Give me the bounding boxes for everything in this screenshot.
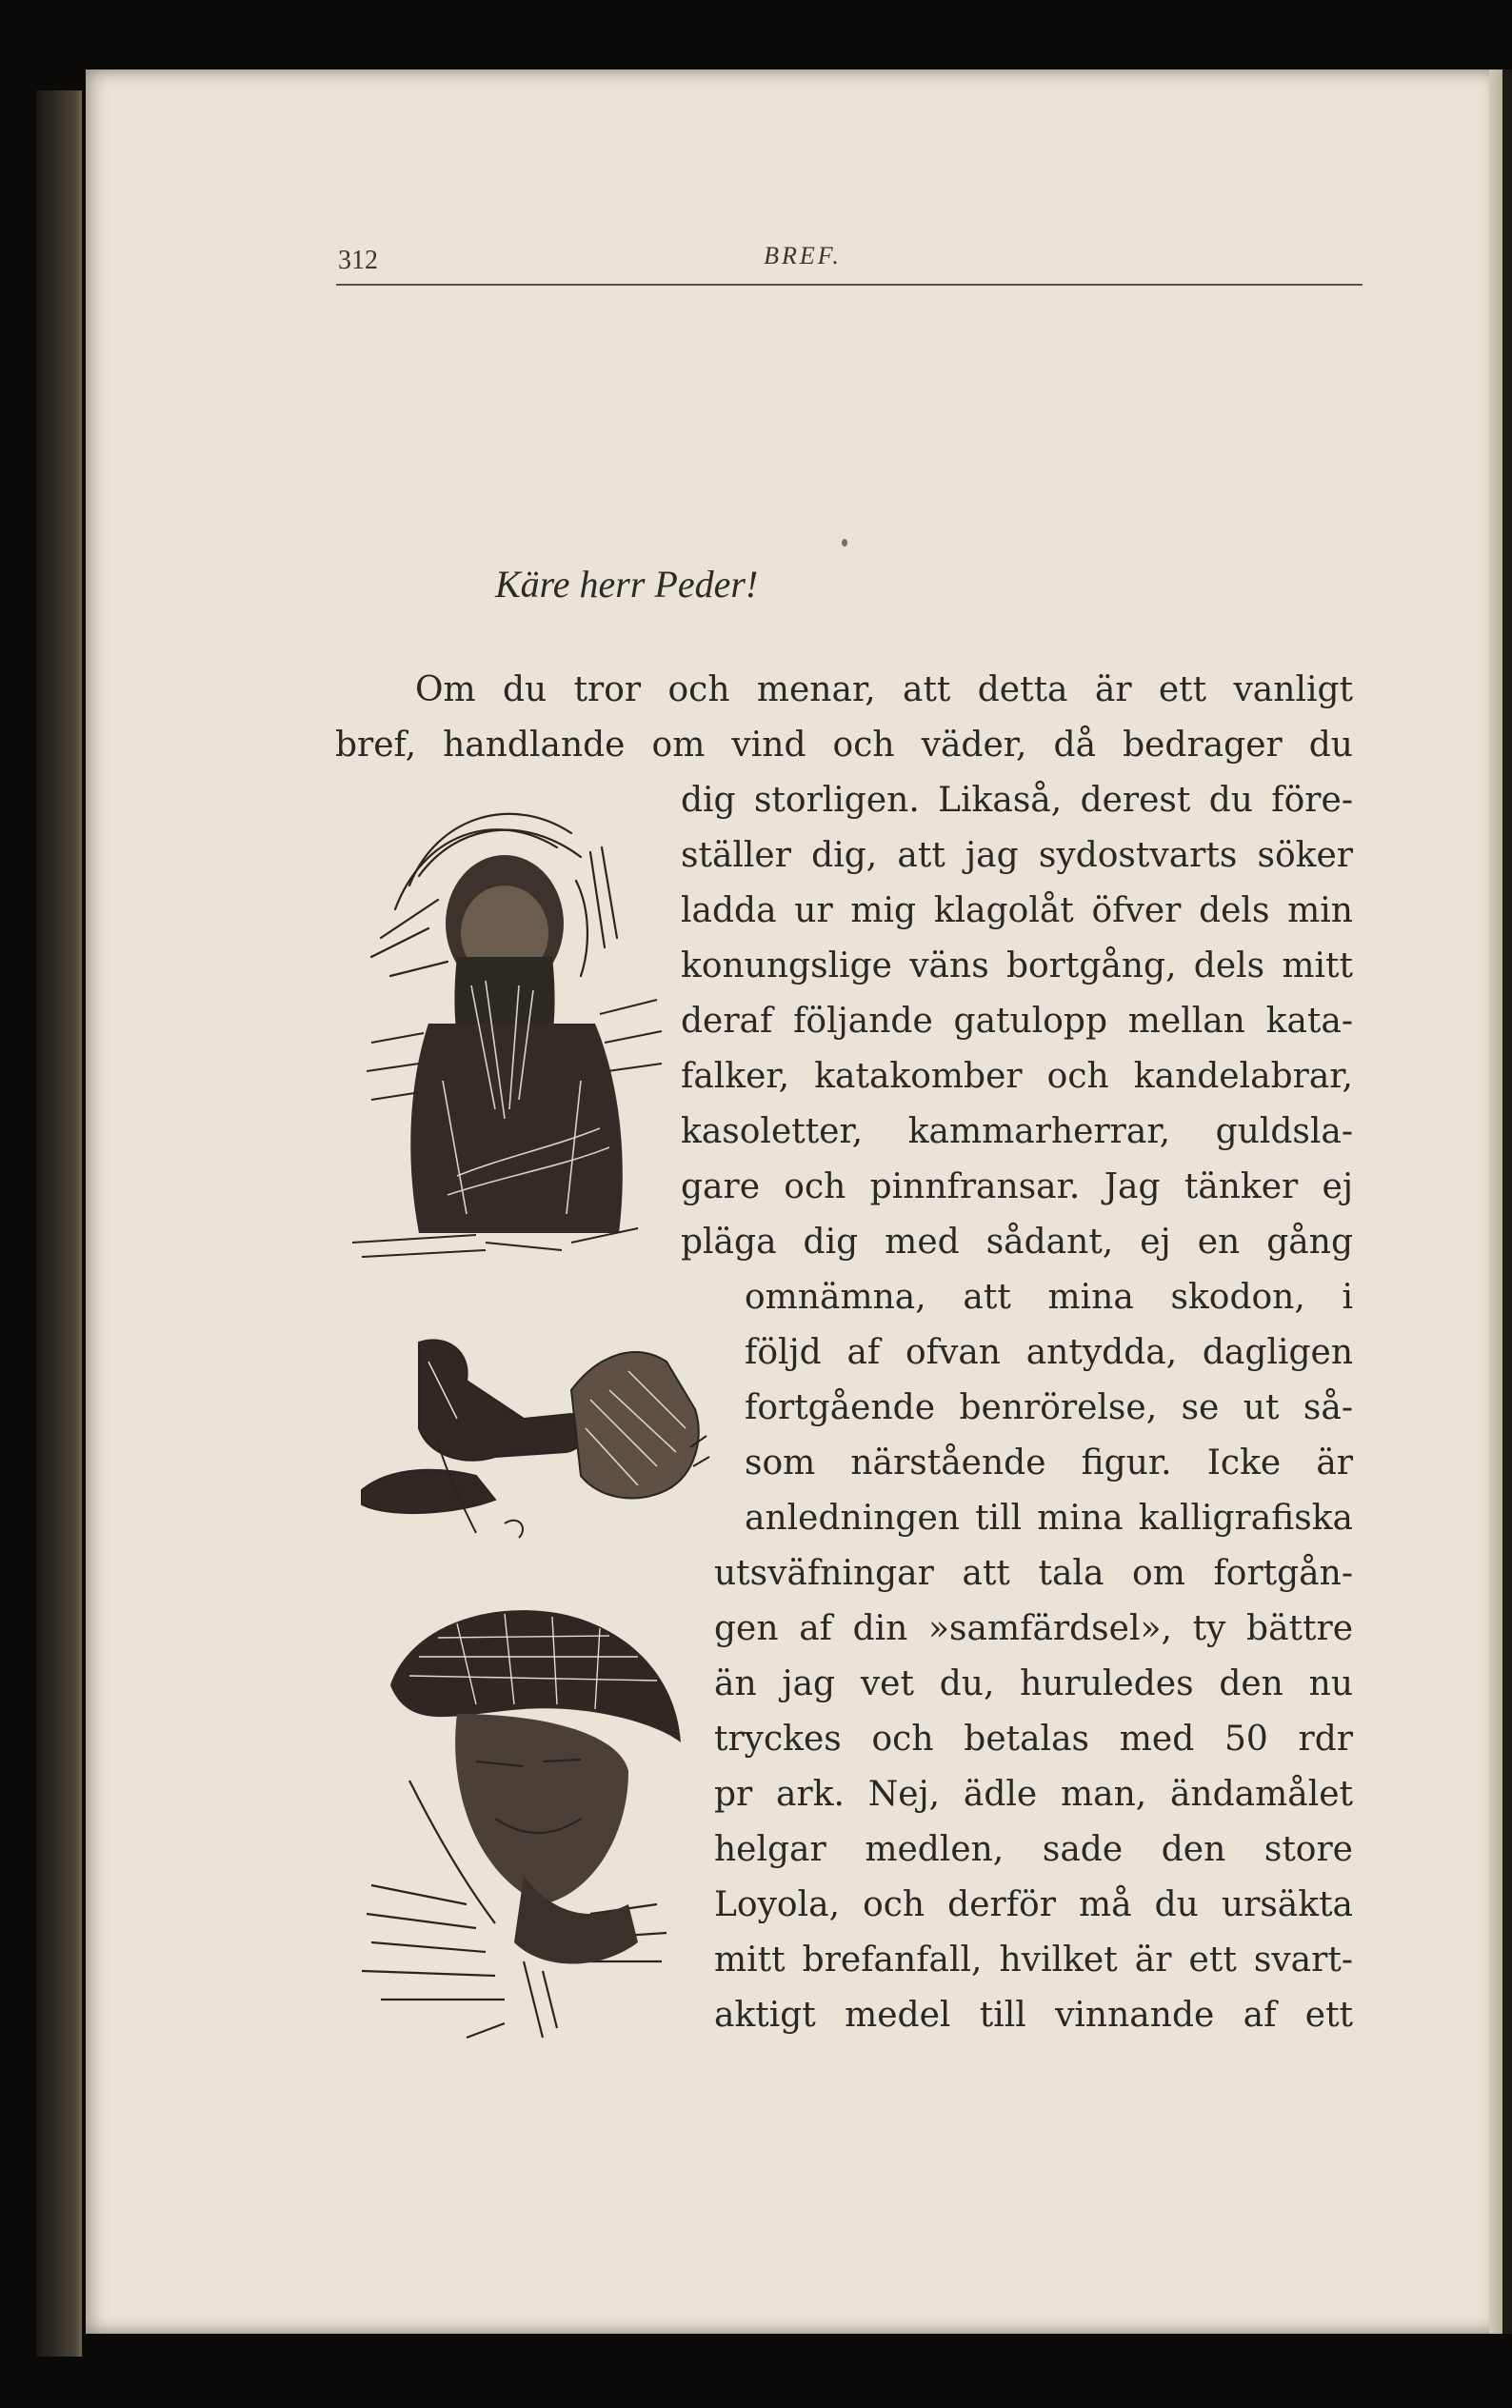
page-edge <box>1489 70 1502 2334</box>
text-line: gen af din »samfärdsel», ty bättre <box>714 1609 1353 1648</box>
text-line: än jag vet du, huruledes den nu <box>714 1664 1353 1703</box>
text-line: anledningen till mina kalligrafiska <box>745 1499 1353 1538</box>
text-line: konungslige väns bortgång, dels mitt <box>681 946 1353 985</box>
running-head: BREF. <box>764 242 842 269</box>
page-header <box>250 236 1363 293</box>
text-line: fortgående benrörelse, se ut så- <box>745 1388 1353 1427</box>
text-line: bref, handlande om vind och väder, då bedrager du <box>335 726 1353 765</box>
text-line: dig storligen. Likaså, derest du före- <box>681 781 1353 820</box>
text-line: deraf följande gatulopp mellan kata- <box>681 1002 1353 1041</box>
text-line: aktigt medel till vinnande af ett <box>714 1996 1353 2035</box>
salutation: Käre herr Peder! <box>495 563 759 606</box>
page-number: 312 <box>338 246 378 275</box>
text-line: utsväfningar att tala om fortgån- <box>714 1554 1353 1593</box>
text-line: Om du tror och menar, att detta är ett vanligt <box>415 670 1353 709</box>
book-spine-left <box>36 90 82 2357</box>
speck <box>842 539 847 547</box>
text-line: mitt brefanfall, hvilket är ett svart- <box>714 1940 1353 1980</box>
text-line: tryckes och betalas med 50 rdr <box>714 1720 1353 1759</box>
text-line: ladda ur mig klagolåt öfver dels min <box>681 891 1353 930</box>
book-spine-right <box>1502 70 1512 2334</box>
text-line: som närstående figur. Icke är <box>745 1443 1353 1483</box>
text-line: Loyola, och derför må du ursäkta <box>714 1885 1353 1924</box>
worn-shoes-illustration <box>352 1323 714 1542</box>
text-line: omnämna, att mina skodon, i <box>745 1278 1353 1317</box>
text-line: pr ark. Nej, ädle man, ändamålet <box>714 1775 1353 1814</box>
text-line: falker, katakomber och kandelabrar, <box>681 1057 1353 1096</box>
text-line: gare och pinnfransar. Jag tänker ej <box>681 1167 1353 1206</box>
text-line: kasoletter, kammarherrar, guldsla- <box>681 1112 1353 1151</box>
text-line: pläga dig med sådant, ej en gång <box>681 1223 1353 1262</box>
text-line: helgar medlen, sade den store <box>714 1830 1353 1869</box>
text-line: ställer dig, att jag sydostvarts söker <box>681 836 1353 875</box>
man-with-hat-illustration <box>352 1600 695 2057</box>
text-line: följd af ofvan antydda, dagligen <box>745 1333 1353 1372</box>
header-rule <box>336 284 1363 286</box>
bearded-man-illustration <box>352 795 666 1271</box>
